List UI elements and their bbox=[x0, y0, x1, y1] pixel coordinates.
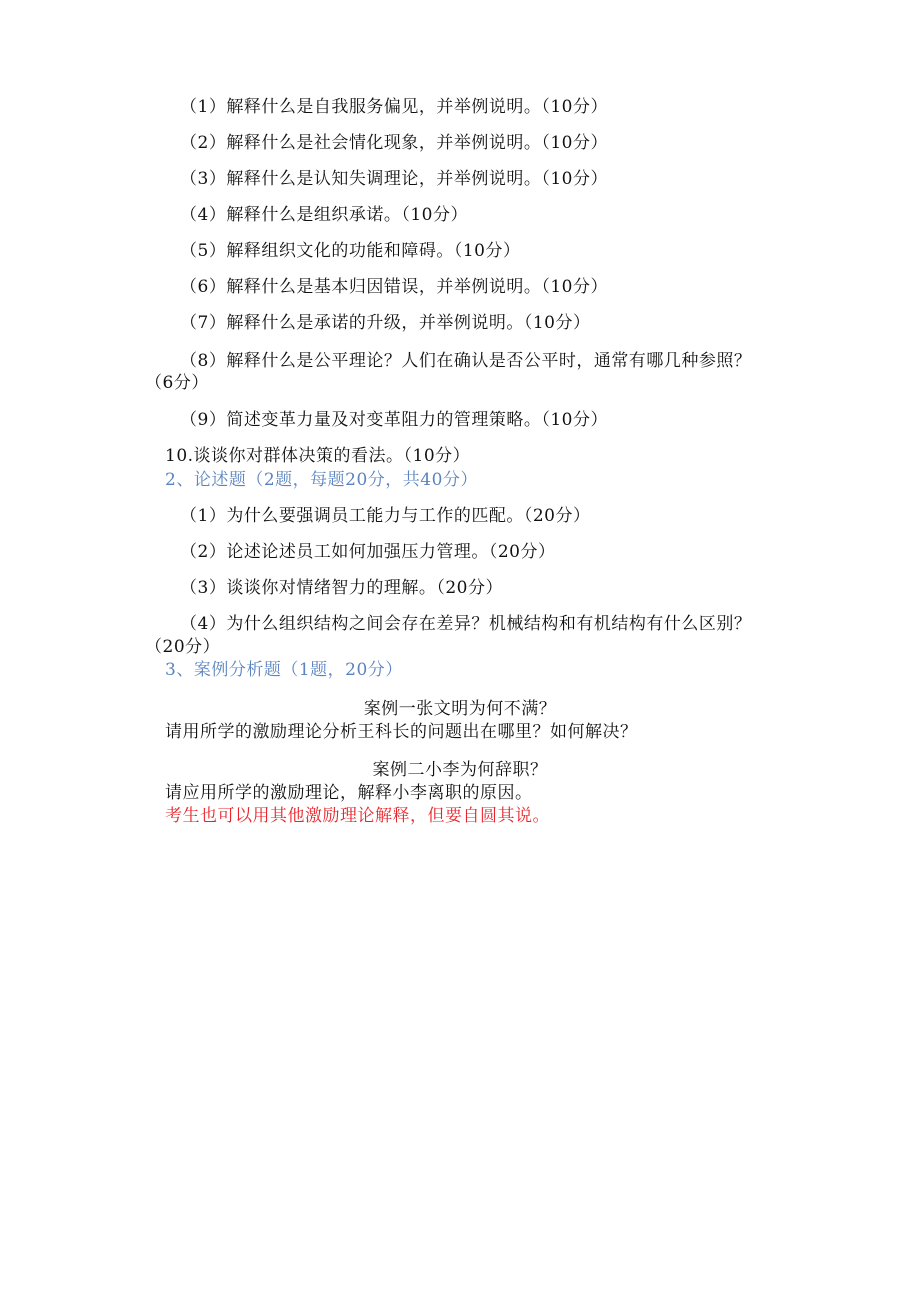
case-1-question: 请用所学的激励理论分析王科长的问题出在哪里？如何解决？ bbox=[165, 722, 638, 742]
essay-question-4: （4）为什么组织结构之间会存在差异？机械结构和有机结构有什么区别？ bbox=[180, 614, 752, 634]
question-2: （2）解释什么是社会情化现象，并举例说明。（10分） bbox=[180, 133, 608, 153]
essay-question-1: （1）为什么要强调员工能力与工作的匹配。（20分） bbox=[180, 506, 591, 526]
case-2-question: 请应用所学的激励理论，解释小李离职的原因。 bbox=[165, 783, 533, 803]
essay-question-4-continuation: （20分） bbox=[145, 637, 221, 657]
essay-question-3: （3）谈谈你对情绪智力的理解。（20分） bbox=[180, 578, 503, 598]
question-7: （7）解释什么是承诺的升级，并举例说明。（10分） bbox=[180, 313, 591, 333]
essay-question-2: （2）论述论述员工如何加强压力管理。（20分） bbox=[180, 542, 556, 562]
question-4: （4）解释什么是组织承诺。（10分） bbox=[180, 205, 468, 225]
question-1: （1）解释什么是自我服务偏见，并举例说明。（10分） bbox=[180, 97, 608, 117]
case-heading: 3、案例分析题（1题，20分） bbox=[165, 660, 403, 680]
question-8-continuation: （6分） bbox=[145, 373, 209, 393]
question-8: （8）解释什么是公平理论？人们在确认是否公平时，通常有哪几种参照？ bbox=[180, 351, 752, 371]
case-1-title: 案例一张文明为何不满？ bbox=[363, 699, 557, 719]
question-6: （6）解释什么是基本归因错误，并举例说明。（10分） bbox=[180, 277, 608, 297]
essay-heading: 2、论述题（2题，每题20分，共40分） bbox=[165, 470, 478, 490]
question-9: （9）简述变革力量及对变革阻力的管理策略。（10分） bbox=[180, 410, 608, 430]
question-5: （5）解释组织文化的功能和障碍。（10分） bbox=[180, 241, 521, 261]
case-2-title: 案例二小李为何辞职？ bbox=[372, 760, 548, 780]
question-10: 10.谈谈你对群体决策的看法。（10分） bbox=[165, 446, 471, 466]
question-3: （3）解释什么是认知失调理论，并举例说明。（10分） bbox=[180, 169, 608, 189]
grading-note: 考生也可以用其他激励理论解释，但要自圆其说。 bbox=[165, 806, 550, 826]
